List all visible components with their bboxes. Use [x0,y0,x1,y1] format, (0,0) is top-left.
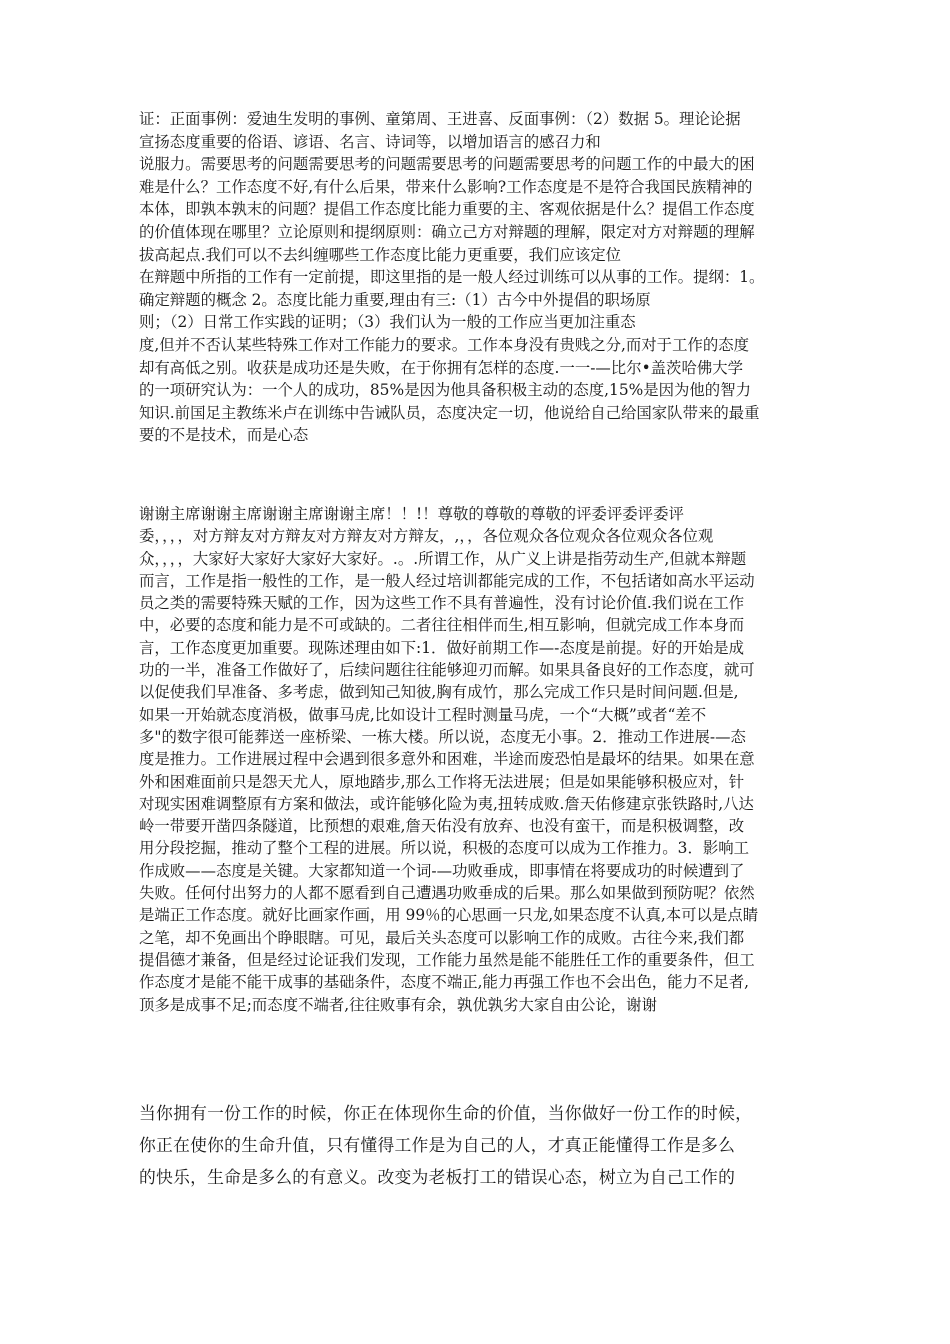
text-line: 言，工作态度更加重要。现陈述理由如下:1．做好前期工作—-态度是前提。好的开始是成 [139,638,745,657]
text-line: 员之类的需要特殊天赋的工作，因为这些工作不具有普遍性，没有讨论价值.我们说在工作 [139,594,745,613]
text-line: 你正在使你的生命升值，只有懂得工作是为自己的人，才真正能懂得工作是多么 [139,1135,736,1155]
text-line: 岭一带要开凿四条隧道，比预想的艰难,詹天佑没有放弃、也没有蛮干，而是积极调整，改 [139,817,745,836]
text-line: 中，必要的态度和能力是不可或缺的。二者往往相伴而生,相互影响，但就完成工作本身而 [139,616,745,635]
text-line: 失败。任何付出努力的人都不愿看到自己遭遇功败垂成的后果。那么如果做到预防呢？依然 [139,884,755,903]
text-line: 作成败——态度是关键。大家都知道一个词-—功败垂成，即事情在将要成功的时候遭到了 [139,861,745,880]
text-line: 难是什么？工作态度不好,有什么后果，带来什么影响?工作态度是不是符合我国民族精神的 [139,177,753,196]
text-line: 顶多是成事不足;而态度不端者,往往败事有余，孰优孰劣大家自由公论，谢谢 [139,995,657,1014]
text-line: 要的不是技术，而是心态 [139,426,309,445]
paragraph-debate-speech [139,503,829,1016]
text-line: 功的一半，准备工作做好了，后续问题往往能够迎刃而解。如果具备良好的工作态度，就可 [139,661,755,680]
text-line: 用分段挖掘，推动了整个工程的进展。所以说，积极的态度可以成为工作推力。3．影响工 [139,839,750,858]
text-line: 却有高低之别。收获是成功还是失败，在于你拥有怎样的态度.一一-—比尔•盖茨哈佛大学 [139,358,744,377]
text-line: 对现实困难调整原有方案和做法，或许能够化险为夷,扭转成败.詹天佑修建京张铁路时,八达 [139,794,754,813]
text-line: 在辩题中所指的工作有一定前提，即这里指的是一般人经过训练可以从事的工作。提纲：1。 [139,268,765,287]
text-line: 度,但并不否认某些特殊工作对工作能力的要求。工作本身没有贵贱之分,而对于工作的态度 [139,335,750,354]
text-line: 是端正工作态度。就好比画家作画，用 99％的心思画一只龙,如果态度不认真,本可以是点睛 [139,906,759,925]
text-line: 的价值体现在哪里？立论原则和提纲原则：确立己方对辩题的理解，限定对方对辩题的理解 [139,222,755,241]
text-line: 则；（2）日常工作实践的证明；（3）我们认为一般的工作应当更加注重态 [139,313,636,332]
text-line: 众，，，，大家好大家好大家好大家好。.。.所谓工作，从广义上讲是指劳动生产,但就本辩题 [139,549,747,568]
paragraph-work-value [139,1097,829,1193]
text-line: 知识.前国足主教练米卢在训练中告诫队员，态度决定一切，他说给自己给国家队带来的最重 [139,403,760,422]
text-line: 确定辩题的概念 2。态度比能力重要,理由有三:（1）古今中外提倡的职场原 [139,290,651,309]
text-line: 委，，，，对方辩友对方辩友对方辩友对方辩友，,，，各位观众各位观众各位观众各位观 [139,527,714,546]
text-line: 宣扬态度重要的俗语、谚语、名言、诗词等，以增加语言的感召力和 [139,132,601,151]
text-line: 而言，工作是指一般性的工作，是一般人经过培训都能完成的工作，不包括诸如高水平运动 [139,571,755,590]
text-line: 如果一开始就态度消极，做事马虎,比如设计工程时测量马虎，一个“大概”或者“差不 [139,705,707,724]
paragraph-debate-outline [139,108,829,447]
text-line: 谢谢主席谢谢主席谢谢主席谢谢主席！！!！尊敬的尊敬的尊敬的评委评委评委评 [139,505,684,523]
text-line: 度是推力。工作进展过程中会遇到很多意外和困难，半途而废恐怕是最坏的结果。如果在意 [139,750,755,769]
text-line: 之笔，却不免画出个睁眼瞎。可见，最后关头态度可以影响工作的成败。古往今来,我们都 [139,928,745,947]
text-line: 证：正面事例：爱迪生发明的事例、童第周、王进喜、反面事例：（2）数据 5。理论论据 [139,110,741,128]
text-line: 提倡德才兼备，但是经过论证我们发现，工作能力虽然是能不能胜任工作的重要条件，但工 [139,950,755,969]
text-line: 拔高起点.我们可以不去纠缠哪些工作态度比能力更重要，我们应该定位 [139,245,622,264]
text-line: 以促使我们早准备、多考虑，做到知己知彼,胸有成竹，那么完成工作只是时间问题.但是, [139,683,739,702]
text-line: 多"的数字很可能葬送一座桥梁、一栋大楼。所以说，态度无小事。2．推动工作进展-—态 [139,727,746,746]
text-line: 说服力。需要思考的问题需要思考的问题需要思考的问题需要思考的问题工作的中最大的困 [139,155,755,174]
text-line: 的快乐，生命是多么的有意义。改变为老板打工的错误心态，树立为自己工作的 [139,1167,736,1187]
text-line: 外和困难面前只是怨天尤人，原地踏步,那么工作将无法进展；但是如果能够积极应对，针 [139,772,745,791]
text-line: 的一项研究认为：一个人的成功，85%是因为他具备积极主动的态度,15%是因为他的智力 [139,381,751,400]
text-line: 当你拥有一份工作的时候，你正在体现你生命的价值，当你做好一份工作的时候， [139,1103,753,1123]
text-line: 本体，即孰本孰末的问题？提倡工作态度比能力重要的主、客观依据是什么？提倡工作态度 [139,200,755,219]
text-line: 作态度才是能不能干成事的基础条件，态度不端正,能力再强工作也不会出色，能力不足者, [139,973,750,992]
